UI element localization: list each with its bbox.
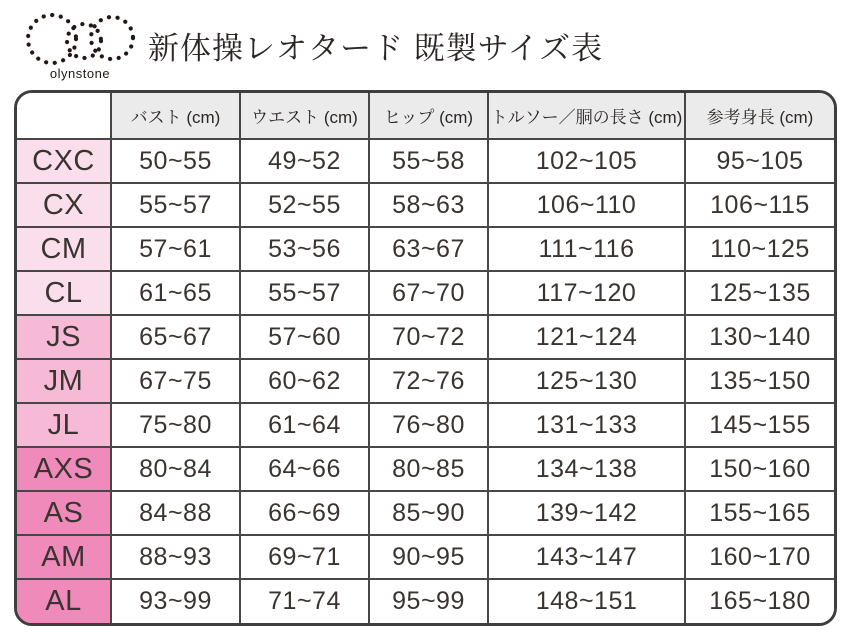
cell-hip: 63~67 (369, 227, 488, 271)
table-row (17, 359, 834, 403)
cell-bust: 50~55 (111, 139, 240, 183)
cell-waist: 57~60 (240, 315, 369, 359)
cell-hip: 80~85 (369, 447, 488, 491)
cell-torso: 125~130 (488, 359, 685, 403)
column-header-torso: トルソー／胴の長さ (cm) (488, 93, 685, 139)
dotted-circles-logo-icon (16, 4, 138, 74)
cell-torso: 139~142 (488, 491, 685, 535)
cell-hip: 67~70 (369, 271, 488, 315)
cell-bust: 61~65 (111, 271, 240, 315)
page-header (0, 0, 851, 90)
size-table (17, 93, 834, 623)
cell-bust: 67~75 (111, 359, 240, 403)
table-row (17, 403, 834, 447)
table-row (17, 183, 834, 227)
cell-hip: 72~76 (369, 359, 488, 403)
cell-hip: 58~63 (369, 183, 488, 227)
row-label-cl: CL (17, 271, 111, 315)
row-label-am: AM (17, 535, 111, 579)
row-label-as: AS (17, 491, 111, 535)
table-row (17, 139, 834, 183)
cell-bust: 65~67 (111, 315, 240, 359)
cell-height: 155~165 (685, 491, 834, 535)
cell-torso: 143~147 (488, 535, 685, 579)
table-header (17, 93, 834, 139)
cell-waist: 71~74 (240, 579, 369, 623)
cell-bust: 75~80 (111, 403, 240, 447)
cell-torso: 111~116 (488, 227, 685, 271)
column-header-waist: ウエスト (cm) (240, 93, 369, 139)
cell-waist: 49~52 (240, 139, 369, 183)
cell-bust: 88~93 (111, 535, 240, 579)
cell-height: 160~170 (685, 535, 834, 579)
row-label-jl: JL (17, 403, 111, 447)
cell-height: 130~140 (685, 315, 834, 359)
row-label-cm: CM (17, 227, 111, 271)
row-label-al: AL (17, 579, 111, 623)
cell-hip: 55~58 (369, 139, 488, 183)
column-header-hip: ヒップ (cm) (369, 93, 488, 139)
table-row (17, 447, 834, 491)
table-row (17, 535, 834, 579)
cell-torso: 102~105 (488, 139, 685, 183)
column-header-height: 参考身長 (cm) (685, 93, 834, 139)
cell-torso: 134~138 (488, 447, 685, 491)
cell-height: 145~155 (685, 403, 834, 447)
cell-height: 135~150 (685, 359, 834, 403)
row-label-js: JS (17, 315, 111, 359)
cell-waist: 55~57 (240, 271, 369, 315)
cell-waist: 60~62 (240, 359, 369, 403)
row-label-cxc: CXC (17, 139, 111, 183)
table-row (17, 271, 834, 315)
table-row (17, 491, 834, 535)
cell-hip: 76~80 (369, 403, 488, 447)
cell-height: 95~105 (685, 139, 834, 183)
cell-bust: 93~99 (111, 579, 240, 623)
row-label-jm: JM (17, 359, 111, 403)
header-row (17, 93, 834, 139)
cell-bust: 84~88 (111, 491, 240, 535)
cell-waist: 69~71 (240, 535, 369, 579)
cell-bust: 55~57 (111, 183, 240, 227)
cell-height: 125~135 (685, 271, 834, 315)
row-label-axs: AXS (17, 447, 111, 491)
cell-hip: 95~99 (369, 579, 488, 623)
cell-waist: 52~55 (240, 183, 369, 227)
cell-bust: 80~84 (111, 447, 240, 491)
table-row (17, 227, 834, 271)
cell-torso: 117~120 (488, 271, 685, 315)
row-label-cx: CX (17, 183, 111, 227)
cell-height: 165~180 (685, 579, 834, 623)
cell-torso: 148~151 (488, 579, 685, 623)
brand-name: olynstone (49, 66, 111, 81)
cell-hip: 90~95 (369, 535, 488, 579)
cell-waist: 53~56 (240, 227, 369, 271)
cell-height: 106~115 (685, 183, 834, 227)
cell-bust: 57~61 (111, 227, 240, 271)
column-header-bust: バスト (cm) (111, 93, 240, 139)
cell-waist: 66~69 (240, 491, 369, 535)
cell-torso: 106~110 (488, 183, 685, 227)
page-title: 新体操レオタード 既製サイズ表 (148, 30, 604, 66)
size-table-container (14, 90, 837, 626)
corner-cell (17, 93, 111, 139)
table-body (17, 139, 834, 623)
cell-waist: 61~64 (240, 403, 369, 447)
brand-logo (16, 4, 138, 86)
cell-height: 150~160 (685, 447, 834, 491)
cell-torso: 121~124 (488, 315, 685, 359)
cell-hip: 70~72 (369, 315, 488, 359)
cell-torso: 131~133 (488, 403, 685, 447)
cell-waist: 64~66 (240, 447, 369, 491)
cell-height: 110~125 (685, 227, 834, 271)
table-row (17, 315, 834, 359)
cell-hip: 85~90 (369, 491, 488, 535)
table-row (17, 579, 834, 623)
